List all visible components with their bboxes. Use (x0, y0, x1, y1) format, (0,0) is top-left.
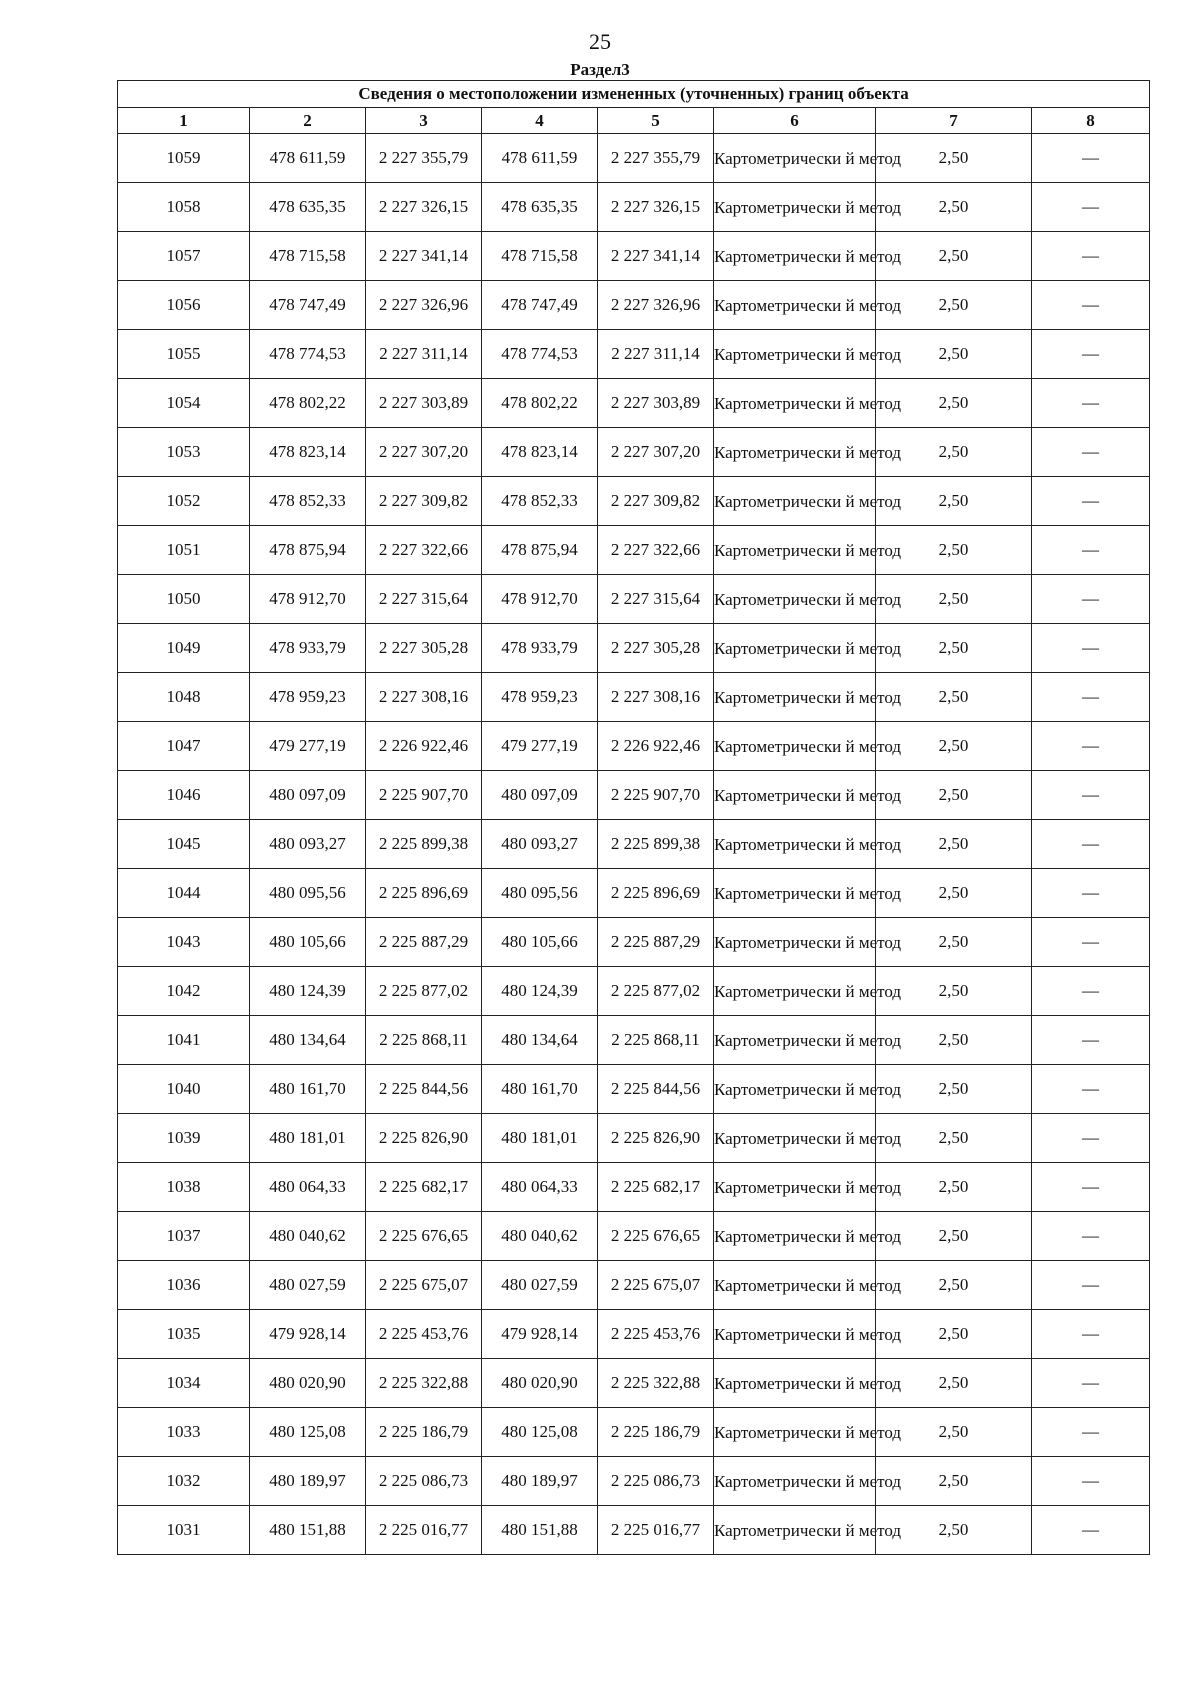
x-coordinate-cell: 480 125,08 (250, 1408, 366, 1457)
table-caption: Сведения о местоположении измененных (уточненных) границ объекта (118, 81, 1150, 108)
x-coordinate-cell: 479 277,19 (250, 722, 366, 771)
y-coordinate-cell: 2 227 303,89 (366, 379, 482, 428)
accuracy-cell: 2,50 (876, 1016, 1032, 1065)
y-coordinate-refined-cell: 2 225 453,76 (598, 1310, 714, 1359)
x-coordinate-cell: 480 093,27 (250, 820, 366, 869)
y-coordinate-refined-cell: 2 225 676,65 (598, 1212, 714, 1261)
note-cell: — (1032, 379, 1150, 428)
y-coordinate-cell: 2 225 907,70 (366, 771, 482, 820)
method-cell: Картометрически й метод (714, 526, 876, 575)
note-cell: — (1032, 183, 1150, 232)
x-coordinate-cell: 480 105,66 (250, 918, 366, 967)
point-number-cell: 1049 (118, 624, 250, 673)
y-coordinate-refined-cell: 2 227 326,15 (598, 183, 714, 232)
y-coordinate-refined-cell: 2 225 016,77 (598, 1506, 714, 1555)
x-coordinate-refined-cell: 480 020,90 (482, 1359, 598, 1408)
y-coordinate-cell: 2 225 676,65 (366, 1212, 482, 1261)
y-coordinate-refined-cell: 2 225 322,88 (598, 1359, 714, 1408)
y-coordinate-refined-cell: 2 225 896,69 (598, 869, 714, 918)
point-number-cell: 1035 (118, 1310, 250, 1359)
note-cell: — (1032, 330, 1150, 379)
accuracy-cell: 2,50 (876, 624, 1032, 673)
y-coordinate-refined-cell: 2 225 887,29 (598, 918, 714, 967)
point-number-cell: 1045 (118, 820, 250, 869)
x-coordinate-refined-cell: 478 823,14 (482, 428, 598, 477)
method-cell: Картометрически й метод (714, 1114, 876, 1163)
note-cell: — (1032, 673, 1150, 722)
table-row (118, 183, 1150, 232)
y-coordinate-cell: 2 226 922,46 (366, 722, 482, 771)
method-cell: Картометрически й метод (714, 281, 876, 330)
y-coordinate-refined-cell: 2 227 326,96 (598, 281, 714, 330)
point-number-cell: 1056 (118, 281, 250, 330)
y-coordinate-cell: 2 227 308,16 (366, 673, 482, 722)
x-coordinate-refined-cell: 480 161,70 (482, 1065, 598, 1114)
point-number-cell: 1048 (118, 673, 250, 722)
x-coordinate-refined-cell: 478 802,22 (482, 379, 598, 428)
y-coordinate-cell: 2 225 826,90 (366, 1114, 482, 1163)
boundary-coordinates-table (117, 80, 1150, 1555)
point-number-cell: 1052 (118, 477, 250, 526)
method-cell: Картометрически й метод (714, 967, 876, 1016)
y-coordinate-cell: 2 225 016,77 (366, 1506, 482, 1555)
accuracy-cell: 2,50 (876, 1310, 1032, 1359)
x-coordinate-cell: 478 959,23 (250, 673, 366, 722)
x-coordinate-refined-cell: 480 027,59 (482, 1261, 598, 1310)
y-coordinate-refined-cell: 2 227 309,82 (598, 477, 714, 526)
point-number-cell: 1033 (118, 1408, 250, 1457)
x-coordinate-cell: 480 020,90 (250, 1359, 366, 1408)
point-number-cell: 1038 (118, 1163, 250, 1212)
method-cell: Картометрически й метод (714, 1506, 876, 1555)
y-coordinate-cell: 2 225 682,17 (366, 1163, 482, 1212)
x-coordinate-refined-cell: 480 097,09 (482, 771, 598, 820)
y-coordinate-cell: 2 225 887,29 (366, 918, 482, 967)
y-coordinate-cell: 2 225 877,02 (366, 967, 482, 1016)
point-number-cell: 1059 (118, 134, 250, 183)
x-coordinate-cell: 480 151,88 (250, 1506, 366, 1555)
method-cell: Картометрически й метод (714, 330, 876, 379)
x-coordinate-cell: 478 823,14 (250, 428, 366, 477)
y-coordinate-cell: 2 227 305,28 (366, 624, 482, 673)
accuracy-cell: 2,50 (876, 134, 1032, 183)
accuracy-cell: 2,50 (876, 232, 1032, 281)
y-coordinate-cell: 2 225 896,69 (366, 869, 482, 918)
y-coordinate-cell: 2 227 307,20 (366, 428, 482, 477)
point-number-cell: 1042 (118, 967, 250, 1016)
y-coordinate-refined-cell: 2 227 307,20 (598, 428, 714, 477)
note-cell: — (1032, 624, 1150, 673)
x-coordinate-cell: 478 715,58 (250, 232, 366, 281)
y-coordinate-cell: 2 225 899,38 (366, 820, 482, 869)
y-coordinate-cell: 2 225 675,07 (366, 1261, 482, 1310)
table-row (118, 673, 1150, 722)
accuracy-cell: 2,50 (876, 1408, 1032, 1457)
accuracy-cell: 2,50 (876, 1163, 1032, 1212)
table-row (118, 624, 1150, 673)
note-cell: — (1032, 771, 1150, 820)
x-coordinate-cell: 480 027,59 (250, 1261, 366, 1310)
column-header-7: 7 (876, 108, 1032, 134)
table-row (118, 1163, 1150, 1212)
x-coordinate-cell: 478 802,22 (250, 379, 366, 428)
x-coordinate-refined-cell: 480 181,01 (482, 1114, 598, 1163)
x-coordinate-cell: 480 161,70 (250, 1065, 366, 1114)
point-number-cell: 1037 (118, 1212, 250, 1261)
method-cell: Картометрически й метод (714, 1212, 876, 1261)
table-row (118, 1310, 1150, 1359)
accuracy-cell: 2,50 (876, 820, 1032, 869)
column-header-5: 5 (598, 108, 714, 134)
note-cell: — (1032, 1261, 1150, 1310)
y-coordinate-refined-cell: 2 225 675,07 (598, 1261, 714, 1310)
y-coordinate-cell: 2 225 086,73 (366, 1457, 482, 1506)
y-coordinate-cell: 2 225 868,11 (366, 1016, 482, 1065)
point-number-cell: 1051 (118, 526, 250, 575)
y-coordinate-cell: 2 225 186,79 (366, 1408, 482, 1457)
x-coordinate-cell: 480 097,09 (250, 771, 366, 820)
y-coordinate-cell: 2 227 315,64 (366, 575, 482, 624)
x-coordinate-refined-cell: 479 277,19 (482, 722, 598, 771)
x-coordinate-cell: 480 181,01 (250, 1114, 366, 1163)
table-row (118, 967, 1150, 1016)
accuracy-cell: 2,50 (876, 281, 1032, 330)
accuracy-cell: 2,50 (876, 477, 1032, 526)
x-coordinate-refined-cell: 478 912,70 (482, 575, 598, 624)
table-row (118, 379, 1150, 428)
column-header-3: 3 (366, 108, 482, 134)
x-coordinate-refined-cell: 480 093,27 (482, 820, 598, 869)
column-header-2: 2 (250, 108, 366, 134)
x-coordinate-refined-cell: 478 635,35 (482, 183, 598, 232)
note-cell: — (1032, 1016, 1150, 1065)
table-row (118, 134, 1150, 183)
accuracy-cell: 2,50 (876, 183, 1032, 232)
y-coordinate-refined-cell: 2 225 877,02 (598, 967, 714, 1016)
accuracy-cell: 2,50 (876, 869, 1032, 918)
y-coordinate-refined-cell: 2 225 186,79 (598, 1408, 714, 1457)
note-cell: — (1032, 134, 1150, 183)
point-number-cell: 1050 (118, 575, 250, 624)
method-cell: Картометрически й метод (714, 1359, 876, 1408)
y-coordinate-refined-cell: 2 227 303,89 (598, 379, 714, 428)
y-coordinate-refined-cell: 2 225 086,73 (598, 1457, 714, 1506)
x-coordinate-refined-cell: 478 959,23 (482, 673, 598, 722)
column-header-6: 6 (714, 108, 876, 134)
point-number-cell: 1043 (118, 918, 250, 967)
column-header-8: 8 (1032, 108, 1150, 134)
note-cell: — (1032, 1310, 1150, 1359)
x-coordinate-cell: 480 040,62 (250, 1212, 366, 1261)
x-coordinate-refined-cell: 480 064,33 (482, 1163, 598, 1212)
x-coordinate-cell: 480 064,33 (250, 1163, 366, 1212)
column-header-1: 1 (118, 108, 250, 134)
method-cell: Картометрически й метод (714, 1408, 876, 1457)
point-number-cell: 1041 (118, 1016, 250, 1065)
accuracy-cell: 2,50 (876, 379, 1032, 428)
point-number-cell: 1047 (118, 722, 250, 771)
y-coordinate-refined-cell: 2 225 826,90 (598, 1114, 714, 1163)
method-cell: Картометрически й метод (714, 1163, 876, 1212)
column-header-4: 4 (482, 108, 598, 134)
x-coordinate-cell: 478 635,35 (250, 183, 366, 232)
accuracy-cell: 2,50 (876, 1114, 1032, 1163)
note-cell: — (1032, 232, 1150, 281)
note-cell: — (1032, 820, 1150, 869)
y-coordinate-cell: 2 227 322,66 (366, 526, 482, 575)
y-coordinate-refined-cell: 2 227 308,16 (598, 673, 714, 722)
x-coordinate-refined-cell: 480 124,39 (482, 967, 598, 1016)
x-coordinate-cell: 478 912,70 (250, 575, 366, 624)
table-row (118, 1457, 1150, 1506)
point-number-cell: 1036 (118, 1261, 250, 1310)
method-cell: Картометрически й метод (714, 183, 876, 232)
note-cell: — (1032, 967, 1150, 1016)
y-coordinate-cell: 2 227 326,15 (366, 183, 482, 232)
method-cell: Картометрически й метод (714, 232, 876, 281)
y-coordinate-refined-cell: 2 227 305,28 (598, 624, 714, 673)
method-cell: Картометрически й метод (714, 1261, 876, 1310)
y-coordinate-refined-cell: 2 225 907,70 (598, 771, 714, 820)
note-cell: — (1032, 477, 1150, 526)
x-coordinate-refined-cell: 478 852,33 (482, 477, 598, 526)
y-coordinate-cell: 2 227 326,96 (366, 281, 482, 330)
method-cell: Картометрически й метод (714, 1457, 876, 1506)
accuracy-cell: 2,50 (876, 1261, 1032, 1310)
y-coordinate-cell: 2 227 341,14 (366, 232, 482, 281)
table-row (118, 1359, 1150, 1408)
note-cell: — (1032, 1163, 1150, 1212)
table-row (118, 1065, 1150, 1114)
y-coordinate-refined-cell: 2 227 355,79 (598, 134, 714, 183)
accuracy-cell: 2,50 (876, 967, 1032, 1016)
point-number-cell: 1053 (118, 428, 250, 477)
method-cell: Картометрически й метод (714, 1310, 876, 1359)
note-cell: — (1032, 1506, 1150, 1555)
accuracy-cell: 2,50 (876, 722, 1032, 771)
method-cell: Картометрически й метод (714, 477, 876, 526)
point-number-cell: 1046 (118, 771, 250, 820)
note-cell: — (1032, 526, 1150, 575)
x-coordinate-cell: 480 134,64 (250, 1016, 366, 1065)
y-coordinate-refined-cell: 2 225 899,38 (598, 820, 714, 869)
accuracy-cell: 2,50 (876, 428, 1032, 477)
accuracy-cell: 2,50 (876, 1212, 1032, 1261)
table-row (118, 771, 1150, 820)
accuracy-cell: 2,50 (876, 330, 1032, 379)
point-number-cell: 1040 (118, 1065, 250, 1114)
table-row (118, 281, 1150, 330)
y-coordinate-cell: 2 227 311,14 (366, 330, 482, 379)
table-row (118, 869, 1150, 918)
method-cell: Картометрически й метод (714, 869, 876, 918)
y-coordinate-refined-cell: 2 225 682,17 (598, 1163, 714, 1212)
accuracy-cell: 2,50 (876, 918, 1032, 967)
note-cell: — (1032, 1114, 1150, 1163)
x-coordinate-refined-cell: 478 774,53 (482, 330, 598, 379)
x-coordinate-refined-cell: 478 875,94 (482, 526, 598, 575)
note-cell: — (1032, 281, 1150, 330)
x-coordinate-refined-cell: 478 933,79 (482, 624, 598, 673)
accuracy-cell: 2,50 (876, 1457, 1032, 1506)
x-coordinate-refined-cell: 478 611,59 (482, 134, 598, 183)
x-coordinate-cell: 480 124,39 (250, 967, 366, 1016)
y-coordinate-cell: 2 227 309,82 (366, 477, 482, 526)
y-coordinate-refined-cell: 2 227 322,66 (598, 526, 714, 575)
table-row (118, 1506, 1150, 1555)
table-row (118, 918, 1150, 967)
point-number-cell: 1055 (118, 330, 250, 379)
point-number-cell: 1032 (118, 1457, 250, 1506)
table-row (118, 1408, 1150, 1457)
note-cell: — (1032, 428, 1150, 477)
note-cell: — (1032, 1065, 1150, 1114)
x-coordinate-refined-cell: 480 125,08 (482, 1408, 598, 1457)
method-cell: Картометрически й метод (714, 379, 876, 428)
accuracy-cell: 2,50 (876, 1359, 1032, 1408)
note-cell: — (1032, 918, 1150, 967)
y-coordinate-cell: 2 225 322,88 (366, 1359, 482, 1408)
accuracy-cell: 2,50 (876, 526, 1032, 575)
x-coordinate-cell: 478 747,49 (250, 281, 366, 330)
method-cell: Картометрически й метод (714, 575, 876, 624)
method-cell: Картометрически й метод (714, 428, 876, 477)
table-row (118, 1114, 1150, 1163)
table-row (118, 1212, 1150, 1261)
point-number-cell: 1044 (118, 869, 250, 918)
point-number-cell: 1031 (118, 1506, 250, 1555)
x-coordinate-cell: 479 928,14 (250, 1310, 366, 1359)
section-title: Раздел3 (570, 60, 630, 79)
y-coordinate-refined-cell: 2 227 311,14 (598, 330, 714, 379)
note-cell: — (1032, 869, 1150, 918)
point-number-cell: 1054 (118, 379, 250, 428)
y-coordinate-refined-cell: 2 227 315,64 (598, 575, 714, 624)
y-coordinate-refined-cell: 2 226 922,46 (598, 722, 714, 771)
accuracy-cell: 2,50 (876, 673, 1032, 722)
y-coordinate-refined-cell: 2 225 844,56 (598, 1065, 714, 1114)
accuracy-cell: 2,50 (876, 771, 1032, 820)
x-coordinate-refined-cell: 480 134,64 (482, 1016, 598, 1065)
point-number-cell: 1039 (118, 1114, 250, 1163)
x-coordinate-cell: 478 875,94 (250, 526, 366, 575)
x-coordinate-cell: 478 852,33 (250, 477, 366, 526)
accuracy-cell: 2,50 (876, 1506, 1032, 1555)
x-coordinate-refined-cell: 480 105,66 (482, 918, 598, 967)
point-number-cell: 1034 (118, 1359, 250, 1408)
x-coordinate-cell: 478 774,53 (250, 330, 366, 379)
note-cell: — (1032, 1408, 1150, 1457)
table-row (118, 820, 1150, 869)
point-number-cell: 1058 (118, 183, 250, 232)
table-body (118, 134, 1150, 1555)
y-coordinate-cell: 2 225 453,76 (366, 1310, 482, 1359)
accuracy-cell: 2,50 (876, 575, 1032, 624)
note-cell: — (1032, 575, 1150, 624)
x-coordinate-refined-cell: 480 040,62 (482, 1212, 598, 1261)
accuracy-cell: 2,50 (876, 1065, 1032, 1114)
table-row (118, 526, 1150, 575)
method-cell: Картометрически й метод (714, 1065, 876, 1114)
method-cell: Картометрически й метод (714, 918, 876, 967)
table-row (118, 722, 1150, 771)
table-row (118, 1016, 1150, 1065)
y-coordinate-refined-cell: 2 225 868,11 (598, 1016, 714, 1065)
y-coordinate-cell: 2 227 355,79 (366, 134, 482, 183)
x-coordinate-cell: 480 189,97 (250, 1457, 366, 1506)
method-cell: Картометрически й метод (714, 771, 876, 820)
method-cell: Картометрически й метод (714, 1016, 876, 1065)
x-coordinate-cell: 478 611,59 (250, 134, 366, 183)
x-coordinate-refined-cell: 480 095,56 (482, 869, 598, 918)
x-coordinate-refined-cell: 478 715,58 (482, 232, 598, 281)
page-number: 25 (589, 29, 611, 54)
table-row (118, 1261, 1150, 1310)
note-cell: — (1032, 1457, 1150, 1506)
y-coordinate-refined-cell: 2 227 341,14 (598, 232, 714, 281)
note-cell: — (1032, 1212, 1150, 1261)
method-cell: Картометрически й метод (714, 820, 876, 869)
note-cell: — (1032, 1359, 1150, 1408)
table-row (118, 477, 1150, 526)
x-coordinate-refined-cell: 480 189,97 (482, 1457, 598, 1506)
column-header-row (118, 108, 1150, 134)
point-number-cell: 1057 (118, 232, 250, 281)
method-cell: Картометрически й метод (714, 134, 876, 183)
note-cell: — (1032, 722, 1150, 771)
table-row (118, 330, 1150, 379)
table-row (118, 575, 1150, 624)
method-cell: Картометрически й метод (714, 624, 876, 673)
y-coordinate-cell: 2 225 844,56 (366, 1065, 482, 1114)
table-row (118, 428, 1150, 477)
method-cell: Картометрически й метод (714, 722, 876, 771)
x-coordinate-cell: 480 095,56 (250, 869, 366, 918)
x-coordinate-refined-cell: 478 747,49 (482, 281, 598, 330)
table-row (118, 232, 1150, 281)
method-cell: Картометрически й метод (714, 673, 876, 722)
x-coordinate-refined-cell: 480 151,88 (482, 1506, 598, 1555)
x-coordinate-cell: 478 933,79 (250, 624, 366, 673)
x-coordinate-refined-cell: 479 928,14 (482, 1310, 598, 1359)
